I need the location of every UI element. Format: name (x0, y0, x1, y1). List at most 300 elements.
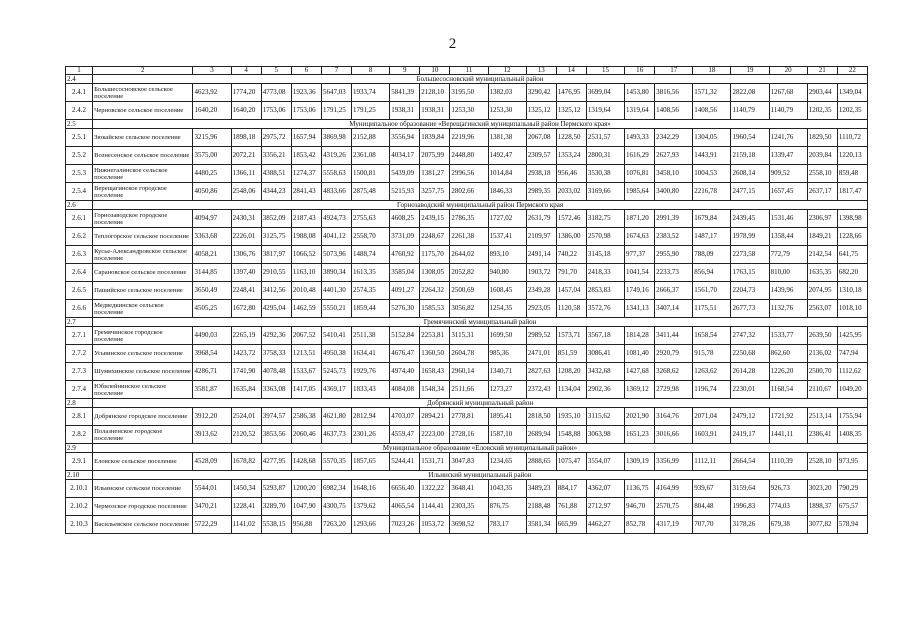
value-cell: 4773,08 (261, 84, 291, 102)
value-cell: 1749,16 (625, 282, 655, 300)
value-cell: 2989,35 (526, 183, 556, 201)
section-row (66, 444, 868, 453)
value-cell: 2120,52 (231, 426, 261, 444)
value-cell: 1846,33 (488, 183, 526, 201)
value-cell: 1634,41 (352, 345, 390, 363)
value-cell: 2067,52 (291, 327, 321, 345)
value-cell: 3215,96 (193, 129, 231, 147)
row-number: 2.10.3 (66, 516, 93, 534)
value-cell: 2039,84 (807, 147, 837, 165)
value-cell: 2439,15 (420, 210, 450, 228)
value-cell: 2075,99 (420, 147, 450, 165)
value-cell: 1043,35 (488, 480, 526, 498)
value-cell: 4388,51 (261, 165, 291, 183)
section-number: 2.4 (66, 75, 93, 84)
value-cell: 2910,55 (261, 264, 291, 282)
value-cell: 2818,50 (526, 408, 556, 426)
value-cell: 1985,64 (625, 183, 655, 201)
settlement-name: Теплогорское сельское поселение (93, 228, 193, 246)
tariff-table (65, 66, 868, 534)
value-cell: 1450,34 (231, 480, 261, 498)
value-cell: 4344,23 (261, 183, 291, 201)
value-cell: 2253,81 (420, 327, 450, 345)
value-cell: 4369,17 (321, 381, 351, 399)
value-cell: 2991,39 (655, 210, 693, 228)
value-cell: 707,70 (693, 516, 731, 534)
value-cell: 1493,33 (625, 129, 655, 147)
value-cell: 1678,82 (231, 453, 261, 471)
value-cell: 2491,14 (526, 246, 556, 264)
value-cell: 977,37 (625, 246, 655, 264)
value-cell: 1857,65 (352, 453, 390, 471)
section-title: Ильинский муниципальный район (93, 471, 868, 480)
row-number: 2.6.1 (66, 210, 93, 228)
value-cell: 5538,15 (261, 516, 291, 534)
value-cell: 2853,83 (586, 282, 624, 300)
value-cell: 3650,49 (193, 282, 231, 300)
value-cell: 2500,70 (807, 363, 837, 381)
row-number: 2.6.3 (66, 246, 93, 264)
value-cell: 1616,29 (625, 147, 655, 165)
value-cell: 3195,50 (450, 84, 488, 102)
value-cell: 3169,66 (586, 183, 624, 201)
table-row (66, 246, 868, 264)
value-cell: 4760,92 (390, 246, 420, 264)
value-cell: 2903,44 (807, 84, 837, 102)
value-cell: 1041,54 (625, 264, 655, 282)
value-cell: 2524,01 (231, 408, 261, 426)
value-cell: 4277,95 (261, 453, 291, 471)
value-cell: 2477,15 (731, 183, 769, 201)
value-cell: 2631,79 (526, 210, 556, 228)
value-cell: 2558,10 (807, 165, 837, 183)
value-cell: 4505,25 (193, 300, 231, 318)
value-cell: 1110,39 (769, 453, 807, 471)
settlement-name: Черновское сельское поселение (93, 102, 193, 120)
value-cell: 852,78 (625, 516, 655, 534)
value-cell: 1492,47 (488, 147, 526, 165)
value-cell: 2419,17 (731, 426, 769, 444)
row-number: 2.4.1 (66, 84, 93, 102)
row-number: 2.7.1 (66, 327, 93, 345)
value-cell: 3289,70 (261, 498, 291, 516)
value-cell: 1651,23 (625, 426, 655, 444)
value-cell: 1112,11 (693, 453, 731, 471)
value-cell: 5244,41 (390, 453, 420, 471)
value-cell: 1603,91 (693, 426, 731, 444)
value-cell: 1774,20 (231, 84, 261, 102)
value-cell: 1531,71 (420, 453, 450, 471)
table-row (66, 453, 868, 471)
header-cell: 16 (625, 67, 655, 75)
value-cell: 1978,99 (731, 228, 769, 246)
value-cell: 3648,41 (450, 480, 488, 498)
value-cell: 1382,03 (488, 84, 526, 102)
value-cell: 5215,93 (390, 183, 420, 201)
value-cell: 5152,84 (390, 327, 420, 345)
value-cell: 884,17 (556, 480, 586, 498)
value-cell: 1423,72 (231, 345, 261, 363)
row-number: 2.5.3 (66, 165, 93, 183)
value-cell: 1018,10 (837, 300, 867, 318)
settlement-name: Ильинское сельское поселение (93, 480, 193, 498)
value-cell: 2216,78 (693, 183, 731, 201)
settlement-name: Медведкинское сельское поселение (93, 300, 193, 318)
value-cell: 2822,08 (731, 84, 769, 102)
section-title: Добрянский муниципальный район (93, 399, 868, 408)
value-cell: 2812,94 (352, 408, 390, 426)
value-cell: 4050,86 (193, 183, 231, 201)
value-cell: 1572,46 (556, 210, 586, 228)
value-cell: 2021,90 (625, 408, 655, 426)
value-cell: 1253,30 (450, 102, 488, 120)
value-cell: 3077,82 (807, 516, 837, 534)
settlement-name: Вознесенское сельское поселение (93, 147, 193, 165)
value-cell: 1929,76 (352, 363, 390, 381)
value-cell: 1674,63 (625, 228, 655, 246)
value-cell: 1488,74 (352, 246, 390, 264)
table-row (66, 363, 868, 381)
value-cell: 3356,21 (261, 147, 291, 165)
table-row (66, 426, 868, 444)
value-cell: 1763,15 (731, 264, 769, 282)
value-cell: 2747,32 (731, 327, 769, 345)
value-cell: 1895,41 (488, 408, 526, 426)
value-cell: 2306,97 (807, 210, 837, 228)
value-cell: 5722,29 (193, 516, 231, 534)
value-cell: 2418,33 (586, 264, 624, 282)
value-cell: 2248,41 (231, 282, 261, 300)
row-number: 2.8.1 (66, 408, 93, 426)
value-cell: 2558,70 (352, 228, 390, 246)
value-cell: 2372,43 (526, 381, 556, 399)
value-cell: 2342,29 (655, 129, 693, 147)
header-cell: 20 (769, 67, 807, 75)
value-cell: 1263,62 (693, 363, 731, 381)
value-cell: 4292,36 (261, 327, 291, 345)
section-row (66, 120, 868, 129)
value-cell: 7023,26 (390, 516, 420, 534)
value-cell: 4164,99 (655, 480, 693, 498)
table-row (66, 282, 868, 300)
value-cell: 2637,17 (807, 183, 837, 201)
value-cell: 2386,41 (807, 426, 837, 444)
value-cell: 2528,10 (807, 453, 837, 471)
settlement-name: Горнозаводское городское поселение (93, 210, 193, 228)
table-row (66, 408, 868, 426)
value-cell: 1120,58 (556, 300, 586, 318)
section-number: 2.8 (66, 399, 93, 408)
value-cell: 4559,47 (390, 426, 420, 444)
section-row (66, 75, 868, 84)
value-cell: 4480,25 (193, 165, 231, 183)
value-cell: 915,78 (693, 345, 731, 363)
value-cell: 3063,98 (586, 426, 624, 444)
row-number: 2.6.4 (66, 264, 93, 282)
value-cell: 1635,35 (807, 264, 837, 282)
value-cell: 2677,73 (731, 300, 769, 318)
table-row (66, 498, 868, 516)
value-cell: 1587,10 (488, 426, 526, 444)
value-cell: 4621,80 (321, 408, 351, 426)
value-cell: 3145,18 (586, 246, 624, 264)
value-cell: 1533,77 (769, 327, 807, 345)
value-cell: 5293,87 (261, 480, 291, 498)
value-cell: 1935,10 (556, 408, 586, 426)
value-cell: 3086,41 (586, 345, 624, 363)
value-cell: 1871,20 (625, 210, 655, 228)
value-cell: 1144,41 (420, 498, 450, 516)
value-cell: 1453,80 (625, 84, 655, 102)
value-cell: 4286,71 (193, 363, 231, 381)
row-number: 2.6.6 (66, 300, 93, 318)
value-cell: 1443,91 (693, 147, 731, 165)
value-cell: 3023,20 (807, 480, 837, 498)
value-cell: 4950,38 (321, 345, 351, 363)
value-cell: 1672,80 (231, 300, 261, 318)
settlement-name: Гремячинское городское поселение (93, 327, 193, 345)
value-cell: 1753,06 (291, 102, 321, 120)
value-cell: 2627,93 (655, 147, 693, 165)
value-cell: 2875,48 (352, 183, 390, 201)
value-cell: 956,88 (291, 516, 321, 534)
value-cell: 1175,70 (420, 246, 450, 264)
value-cell: 2563,07 (807, 300, 837, 318)
value-cell: 7263,20 (321, 516, 351, 534)
value-cell: 1293,66 (352, 516, 390, 534)
value-cell: 3554,07 (586, 453, 624, 471)
value-cell: 1548,88 (556, 426, 586, 444)
value-cell: 1657,94 (291, 129, 321, 147)
value-cell: 2109,97 (526, 228, 556, 246)
row-number: 2.7.4 (66, 381, 93, 399)
value-cell: 2128,10 (420, 84, 450, 102)
value-cell: 3572,76 (586, 300, 624, 318)
value-cell: 5841,39 (390, 84, 420, 102)
value-cell: 3731,09 (390, 228, 420, 246)
table-row (66, 102, 868, 120)
value-cell: 1648,16 (352, 480, 390, 498)
settlement-name: Добрянское городское поселение (93, 408, 193, 426)
value-cell: 1340,71 (488, 363, 526, 381)
value-cell: 2894,21 (420, 408, 450, 426)
value-cell: 2888,65 (526, 453, 556, 471)
value-cell: 3567,18 (586, 327, 624, 345)
value-cell: 2960,14 (450, 363, 488, 381)
value-cell: 1053,72 (420, 516, 450, 534)
value-cell: 2361,08 (352, 147, 390, 165)
value-cell: 1175,51 (693, 300, 731, 318)
value-cell: 4924,73 (321, 210, 351, 228)
value-cell: 1839,84 (420, 129, 450, 147)
row-number: 2.10.1 (66, 480, 93, 498)
header-cell: 4 (231, 67, 261, 75)
value-cell: 665,99 (556, 516, 586, 534)
header-cell: 18 (693, 67, 731, 75)
value-cell: 1253,30 (488, 102, 526, 120)
header-cell: 9 (390, 67, 420, 75)
value-cell: 5245,73 (321, 363, 351, 381)
value-cell: 1791,25 (352, 102, 390, 120)
value-cell: 1319,64 (625, 102, 655, 120)
value-cell: 3115,31 (450, 327, 488, 345)
value-cell: 2264,32 (420, 282, 450, 300)
value-cell: 876,75 (488, 498, 526, 516)
value-cell: 1791,25 (321, 102, 351, 120)
value-cell: 939,67 (693, 480, 731, 498)
row-number: 2.8.2 (66, 426, 93, 444)
value-cell: 791,70 (556, 264, 586, 282)
value-cell: 747,94 (837, 345, 867, 363)
value-cell: 4833,66 (321, 183, 351, 201)
value-cell: 1341,13 (625, 300, 655, 318)
value-cell: 1996,83 (731, 498, 769, 516)
value-cell: 3581,34 (526, 516, 556, 534)
value-cell: 3047,83 (450, 453, 488, 471)
value-cell: 1366,11 (231, 165, 261, 183)
value-cell: 2531,57 (586, 129, 624, 147)
value-cell: 3968,54 (193, 345, 231, 363)
value-cell: 2938,18 (526, 165, 556, 183)
value-cell: 6656,40 (390, 480, 420, 498)
value-cell: 1319,64 (586, 102, 624, 120)
settlement-name: Чермозское городское поселение (93, 498, 193, 516)
value-cell: 1110,72 (837, 129, 867, 147)
value-cell: 4401,30 (321, 282, 351, 300)
header-cell: 13 (526, 67, 556, 75)
value-cell: 1066,52 (291, 246, 321, 264)
value-cell: 1679,84 (693, 210, 731, 228)
value-cell: 2608,14 (731, 165, 769, 183)
value-cell: 2071,04 (693, 408, 731, 426)
value-cell: 1755,94 (837, 408, 867, 426)
header-cell: 8 (352, 67, 390, 75)
value-cell: 4300,75 (321, 498, 351, 516)
header-cell: 14 (556, 67, 586, 75)
value-cell: 1427,68 (625, 363, 655, 381)
value-cell: 1462,59 (291, 300, 321, 318)
value-cell: 2303,35 (450, 498, 488, 516)
table-row (66, 516, 868, 534)
value-cell: 1397,40 (231, 264, 261, 282)
value-cell: 5276,30 (390, 300, 420, 318)
value-cell: 1273,27 (488, 381, 526, 399)
value-cell: 2430,31 (231, 210, 261, 228)
header-cell: 2 (93, 67, 193, 75)
value-cell: 1533,67 (291, 363, 321, 381)
value-cell: 1859,44 (352, 300, 390, 318)
value-cell: 3356,99 (655, 453, 693, 471)
value-cell: 679,38 (769, 516, 807, 534)
value-cell: 1254,35 (488, 300, 526, 318)
value-cell: 3489,23 (526, 480, 556, 498)
value-cell: 1938,31 (390, 102, 420, 120)
value-cell: 4084,08 (390, 381, 420, 399)
value-cell: 1112,62 (837, 363, 867, 381)
value-cell: 1274,37 (291, 165, 321, 183)
value-cell: 2902,36 (586, 381, 624, 399)
value-cell: 856,94 (693, 264, 731, 282)
value-cell: 1047,90 (291, 498, 321, 516)
value-cell: 946,70 (625, 498, 655, 516)
value-cell: 783,17 (488, 516, 526, 534)
value-cell: 1306,76 (231, 246, 261, 264)
value-cell: 1141,02 (231, 516, 261, 534)
value-cell: 3115,62 (586, 408, 624, 426)
value-cell: 1136,75 (625, 480, 655, 498)
value-cell: 3290,42 (526, 84, 556, 102)
value-cell: 1398,98 (837, 210, 867, 228)
row-number: 2.7.2 (66, 345, 93, 363)
header-cell: 10 (420, 67, 450, 75)
value-cell: 3407,14 (655, 300, 693, 318)
value-cell: 1353,24 (556, 147, 586, 165)
value-cell: 1457,04 (556, 282, 586, 300)
value-cell: 1200,20 (291, 480, 321, 498)
value-cell: 2471,01 (526, 345, 556, 363)
value-cell: 1076,81 (625, 165, 655, 183)
value-cell: 1339,47 (769, 147, 807, 165)
value-cell: 1325,12 (526, 102, 556, 120)
value-cell: 790,29 (837, 480, 867, 498)
value-cell: 675,57 (837, 498, 867, 516)
value-cell: 2052,82 (450, 264, 488, 282)
value-cell: 3016,66 (655, 426, 693, 444)
value-cell: 2233,73 (655, 264, 693, 282)
header-cell: 17 (655, 67, 693, 75)
page-number: 2 (448, 36, 457, 52)
value-cell: 1381,27 (420, 165, 450, 183)
value-cell: 3182,75 (586, 210, 624, 228)
value-cell: 1613,35 (352, 264, 390, 282)
value-cell: 1608,45 (488, 282, 526, 300)
value-cell: 2301,26 (352, 426, 390, 444)
settlement-name: Усьвинское сельское поселение (93, 345, 193, 363)
value-cell: 3432,68 (586, 363, 624, 381)
value-cell: 2666,37 (655, 282, 693, 300)
settlement-name: Шумихинское сельское поселение (93, 363, 193, 381)
value-cell: 1304,05 (693, 129, 731, 147)
value-cell: 1829,50 (807, 129, 837, 147)
value-cell: 1168,54 (769, 381, 807, 399)
value-cell: 4528,09 (193, 453, 231, 471)
value-cell: 1537,41 (488, 228, 526, 246)
header-cell: 21 (807, 67, 837, 75)
value-cell: 3363,08 (261, 381, 291, 399)
section-row (66, 201, 868, 210)
value-cell: 2996,56 (450, 165, 488, 183)
value-cell: 1923,36 (291, 84, 321, 102)
value-cell: 1571,32 (693, 84, 731, 102)
value-cell: 1140,79 (769, 102, 807, 120)
value-cell: 2664,54 (731, 453, 769, 471)
table-row (66, 264, 868, 282)
value-cell: 2729,98 (655, 381, 693, 399)
section-number: 2.10 (66, 471, 93, 480)
value-cell: 1699,50 (488, 327, 526, 345)
table-row (66, 480, 868, 498)
table-row (66, 327, 868, 345)
value-cell: 1635,84 (231, 381, 261, 399)
value-cell: 3913,62 (193, 426, 231, 444)
value-cell: 4637,73 (321, 426, 351, 444)
value-cell: 1228,41 (231, 498, 261, 516)
value-cell: 2728,16 (450, 426, 488, 444)
value-cell: 5558,63 (321, 165, 351, 183)
value-cell: 1753,06 (261, 102, 291, 120)
value-cell: 3470,21 (193, 498, 231, 516)
value-cell: 2989,52 (526, 327, 556, 345)
